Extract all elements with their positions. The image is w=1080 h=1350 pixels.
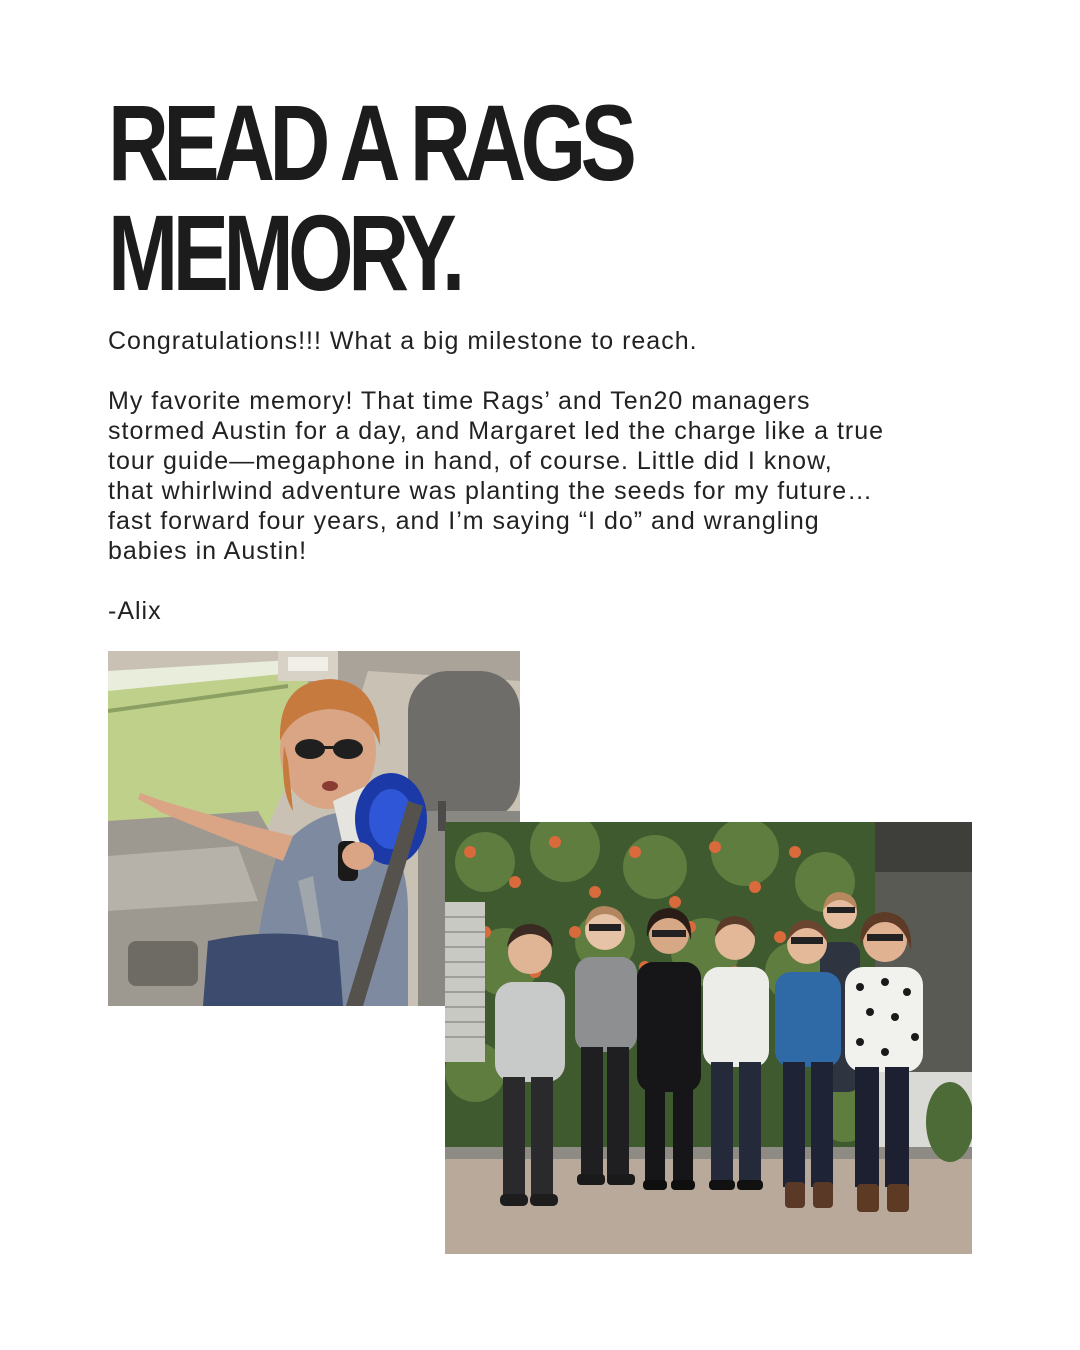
headline-line-1: READ A RAGS	[108, 82, 632, 203]
memory-signature: -Alix	[108, 597, 162, 625]
headline-line-2: MEMORY.	[108, 192, 460, 313]
group-photo-illustration	[445, 822, 972, 1254]
memory-greeting: Congratulations!!! What a big milestone to reach.	[108, 327, 698, 355]
page-headline	[108, 82, 632, 313]
memory-story: My favorite memory! That time Rags’ and Ten20 managers stormed Austin for a day, and Margaret led the charge like a true tour guide—megaphone in hand, of course. Little did I know, that whirlwind adventure was planting the seeds for my future… fast forward four years, and I’m saying “I do” and wrangling babies in Austin!	[108, 387, 885, 565]
memory-text	[108, 326, 988, 656]
group-photo	[445, 822, 972, 1254]
